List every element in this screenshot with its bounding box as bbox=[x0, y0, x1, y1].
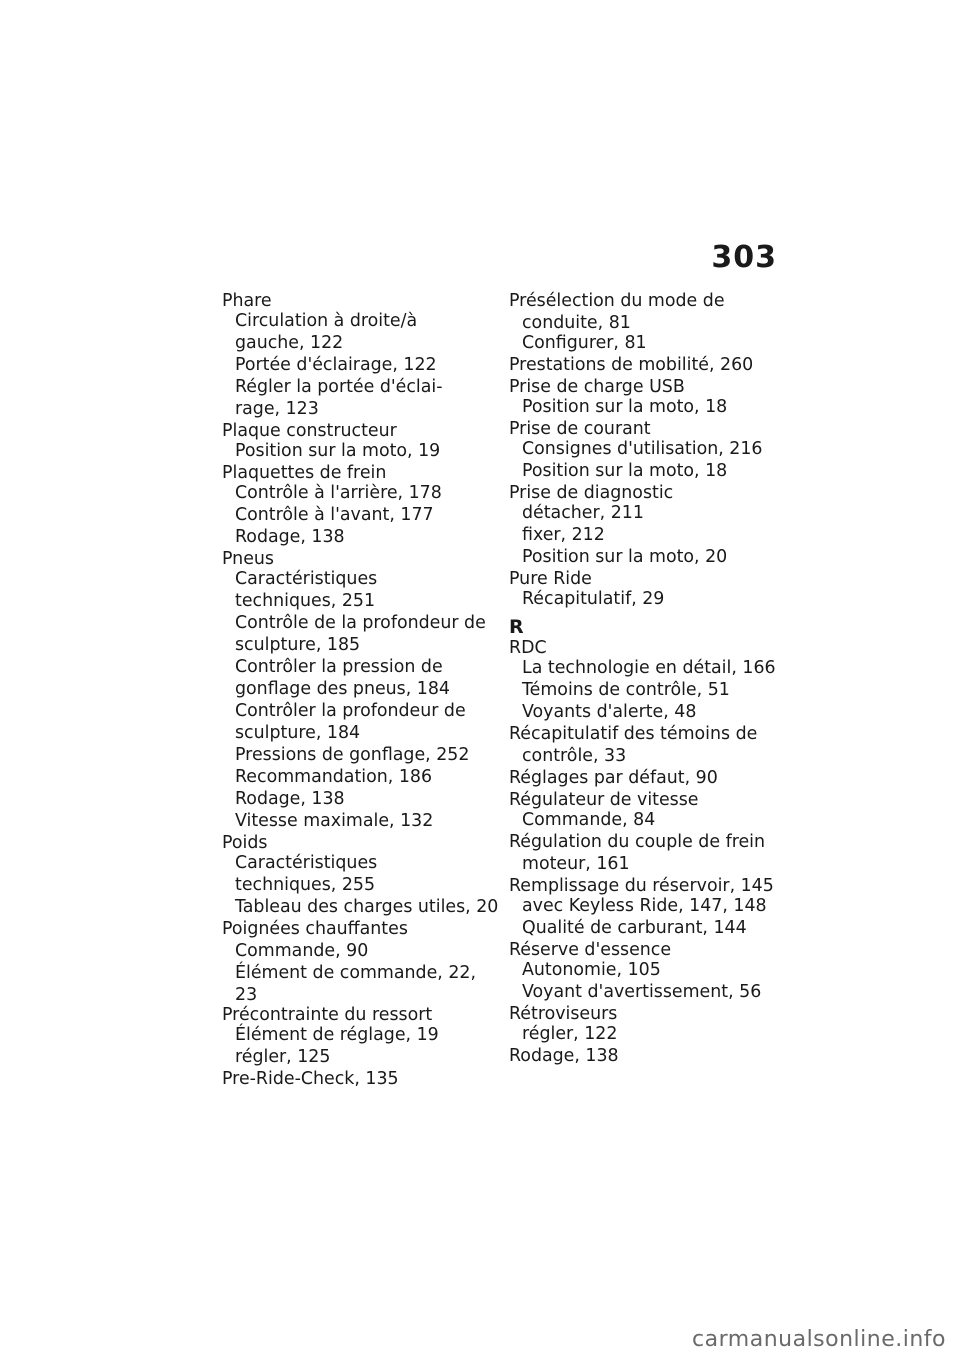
index-subentry: Pressions de gonflage, 252 bbox=[235, 745, 470, 765]
index-subentry: gauche, 122 bbox=[235, 333, 344, 353]
index-subentry: Position sur la moto, 19 bbox=[235, 441, 441, 461]
index-entry: Rodage, 138 bbox=[509, 1046, 619, 1066]
index-subentry: techniques, 251 bbox=[235, 591, 376, 611]
index-entry: Remplissage du réservoir, 145 bbox=[509, 876, 774, 896]
index-subentry: conduite, 81 bbox=[522, 313, 631, 333]
index-subentry: Contrôle de la profondeur de bbox=[235, 613, 486, 633]
index-subentry: Rodage, 138 bbox=[235, 527, 345, 547]
index-subentry: Autonomie, 105 bbox=[522, 960, 661, 980]
index-subentry: Consignes d'utilisation, 216 bbox=[522, 439, 763, 459]
index-subentry: Rodage, 138 bbox=[235, 789, 345, 809]
index-entry: Pre-Ride-Check, 135 bbox=[222, 1069, 399, 1089]
index-subentry: 23 bbox=[235, 985, 258, 1005]
index-subentry: Qualité de carburant, 144 bbox=[522, 918, 747, 938]
index-subentry: Élément de réglage, 19 bbox=[235, 1025, 439, 1045]
index-subentry: Tableau des charges utiles, 20 bbox=[235, 897, 499, 917]
index-entry: Régulateur de vitesse bbox=[509, 790, 699, 810]
index-subentry: La technologie en détail, 166 bbox=[522, 658, 776, 678]
index-subentry: régler, 122 bbox=[522, 1024, 618, 1044]
index-subentry: Portée d'éclairage, 122 bbox=[235, 355, 437, 375]
index-subentry: Contrôler la pression de bbox=[235, 657, 443, 677]
index-entry: RDC bbox=[509, 638, 547, 658]
index-subentry: détacher, 211 bbox=[522, 503, 644, 523]
index-subentry: Circulation à droite/à bbox=[235, 311, 418, 331]
index-entry: Récapitulatif des témoins de bbox=[509, 724, 758, 744]
footer-watermark[interactable]: carmanualsonline.info bbox=[692, 1327, 946, 1352]
index-subentry: Voyants d'alerte, 48 bbox=[522, 702, 697, 722]
index-subentry: Régler la portée d'éclai- bbox=[235, 377, 443, 397]
index-entry: Prise de diagnostic bbox=[509, 483, 674, 503]
index-entry: Prise de courant bbox=[509, 419, 651, 439]
index-subentry: Élément de commande, 22, bbox=[235, 963, 477, 983]
index-entry: Plaque constructeur bbox=[222, 421, 397, 441]
index-subentry: moteur, 161 bbox=[522, 854, 630, 874]
index-entry: Phare bbox=[222, 291, 272, 311]
index-subentry: Commande, 84 bbox=[522, 810, 656, 830]
index-letter-heading: R bbox=[509, 616, 524, 638]
index-subentry: Voyant d'avertissement, 56 bbox=[522, 982, 762, 1002]
index-subentry: gonflage des pneus, 184 bbox=[235, 679, 450, 699]
index-subentry: sculpture, 185 bbox=[235, 635, 361, 655]
index-entry: Réserve d'essence bbox=[509, 940, 672, 960]
index-subentry: Position sur la moto, 20 bbox=[522, 547, 728, 567]
index-entry: Rétroviseurs bbox=[509, 1004, 618, 1024]
index-subentry: Contrôle à l'avant, 177 bbox=[235, 505, 434, 525]
index-entry: Prestations de mobilité, 260 bbox=[509, 355, 754, 375]
index-subentry: régler, 125 bbox=[235, 1047, 331, 1067]
index-subentry: Contrôler la profondeur de bbox=[235, 701, 466, 721]
index-subentry: techniques, 255 bbox=[235, 875, 376, 895]
index-subentry: fixer, 212 bbox=[522, 525, 605, 545]
index-entry: Régulation du couple de frein bbox=[509, 832, 766, 852]
index-subentry: Récapitulatif, 29 bbox=[522, 589, 665, 609]
index-entry: Réglages par défaut, 90 bbox=[509, 768, 718, 788]
index-entry: Pneus bbox=[222, 549, 274, 569]
index-subentry: sculpture, 184 bbox=[235, 723, 361, 743]
index-subentry: avec Keyless Ride, 147, 148 bbox=[522, 896, 767, 916]
index-subentry: Commande, 90 bbox=[235, 941, 369, 961]
index-entry: Présélection du mode de bbox=[509, 291, 725, 311]
index-subentry: Caractéristiques bbox=[235, 853, 378, 873]
page-number: 303 bbox=[711, 240, 777, 275]
index-subentry: Position sur la moto, 18 bbox=[522, 397, 728, 417]
index-entry: Poignées chauffantes bbox=[222, 919, 408, 939]
index-subentry: Caractéristiques bbox=[235, 569, 378, 589]
index-subentry: Position sur la moto, 18 bbox=[522, 461, 728, 481]
index-subentry: rage, 123 bbox=[235, 399, 319, 419]
index-entry: Précontrainte du ressort bbox=[222, 1005, 433, 1025]
index-entry: Plaquettes de frein bbox=[222, 463, 387, 483]
index-entry: Prise de charge USB bbox=[509, 377, 685, 397]
index-subentry: Contrôle à l'arrière, 178 bbox=[235, 483, 442, 503]
index-subentry: contrôle, 33 bbox=[522, 746, 627, 766]
index-subentry: Vitesse maximale, 132 bbox=[235, 811, 434, 831]
index-subentry: Témoins de contrôle, 51 bbox=[522, 680, 730, 700]
index-column-right bbox=[509, 291, 789, 1066]
index-entry: Pure Ride bbox=[509, 569, 592, 589]
index-entry: Poids bbox=[222, 833, 268, 853]
index-subentry: Recommandation, 186 bbox=[235, 767, 433, 787]
index-subentry: Configurer, 81 bbox=[522, 333, 647, 353]
index-column-left bbox=[222, 291, 502, 1089]
